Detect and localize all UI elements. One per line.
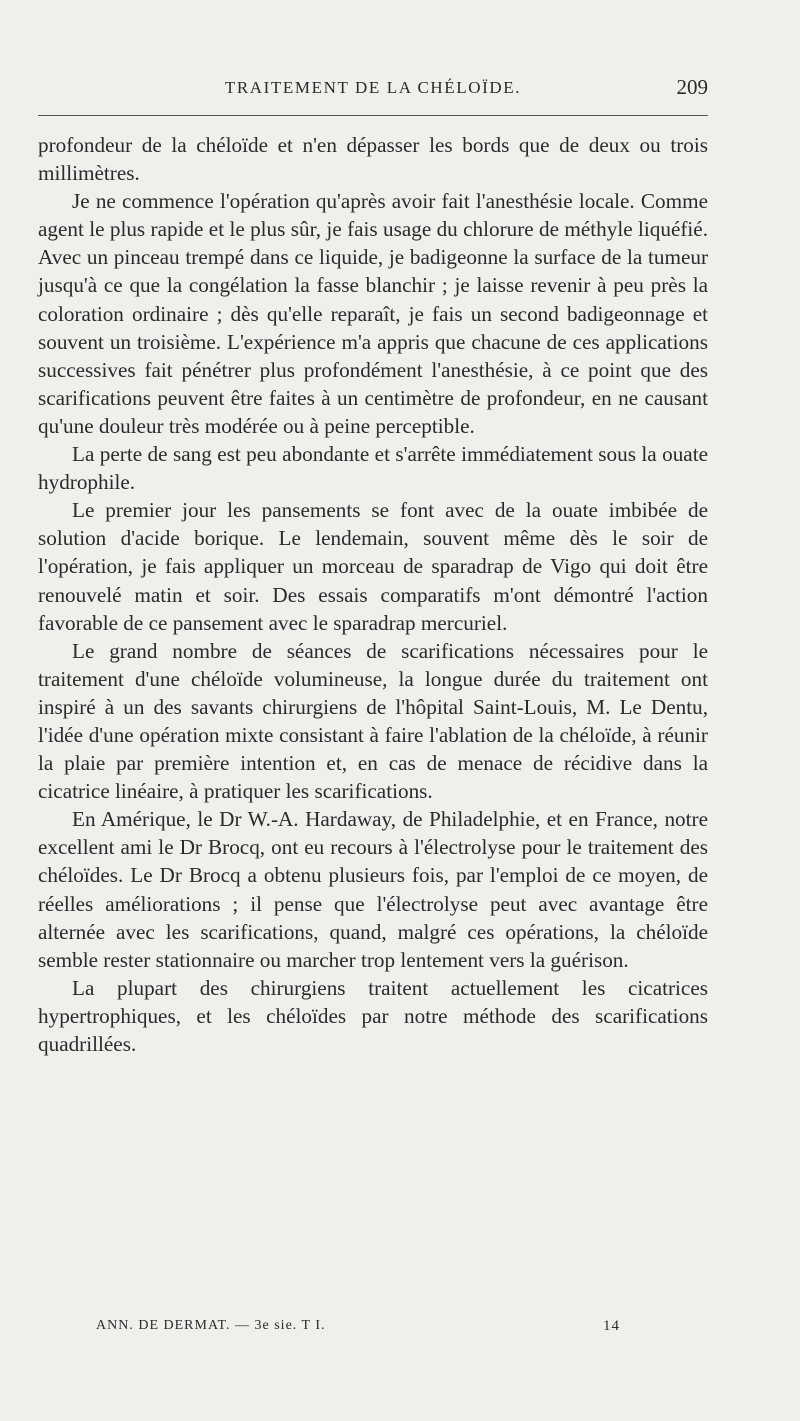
running-title: TRAITEMENT DE LA CHÉLOÏDE. — [224, 78, 522, 97]
paragraph-conclusion: La plupart des chirurgiens traitent actuellement les cicatrices hypertrophiques, et les chéloïdes par notre méthode des scarifications quadrillées. — [38, 975, 708, 1056]
page-footer — [38, 1318, 708, 1342]
paragraph-dressings: Le premier jour les pansements se font avec de la ouate imbibée de solution d'acide borique. Le lendemain, souvent même dès le soir de l'opération, je fais appliquer un morceau de sparadrap de Vigo qui doit être renouvelé matin et soir. Des essais comparatifs m'ont démontré l'action favorable de ce pansement avec le sparadrap mercuriel. — [38, 498, 708, 635]
paragraph-blood-loss: La perte de sang est peu abondante et s'arrête immédiatement sous la ouate hydrophile. — [38, 442, 708, 495]
paragraph-continuation: profondeur de la chéloïde et n'en dépasser les bords que de deux ou trois millimètres. — [38, 133, 708, 186]
paragraph-anesthesia: Je ne commence l'opération qu'après avoir fait l'anesthésie locale. Comme agent le plus rapide et le plus sûr, je fais usage du chlorure de méthyle liquéfié. Avec un pinceau trempé dans ce liquide, je badigeonne la surface de la tumeur jusqu'à ce que la congélation la fasse blanchir ; je laisse revenir à peu près la coloration ordinaire ; dès qu'elle reparaît, je fais un second badigeonnage et souvent un troisième. L'expérience m'a appris que chacune de ces applications successives fait pénétrer plus profondément l'anesthésie, à ce point que des scarifications peuvent être faites à un centimètre de profondeur, en ne causant qu'une douleur très modérée ou à peine perceptible. — [38, 189, 708, 438]
page-number: 209 — [676, 75, 708, 99]
page-header — [38, 75, 708, 108]
body-text — [38, 131, 708, 1058]
signature-mark: 14 — [603, 1318, 620, 1334]
header-rule — [38, 115, 708, 116]
journal-reference: ANN. DE DERMAT. — 3e sie. T I. — [96, 1318, 326, 1333]
paragraph-electrolysis: En Amérique, le Dr W.-A. Hardaway, de Philadelphie, et en France, notre excellent ami le Dr Brocq, ont eu recours à l'électrolyse pour le traitement des chéloïdes. Le Dr Brocq a obtenu plusieurs fois, par l'emploi de ce moyen, de réelles améliorations ; il pense que l'électrolyse peut avec avantage être alternée avec les scarifications, quand, malgré ces opérations, la chéloïde semble rester stationnaire ou marcher trop lentement vers la guérison. — [38, 807, 708, 972]
paragraph-mixed-operation: Le grand nombre de séances de scarifications nécessaires pour le traitement d'une chéloïde volumineuse, la longue durée du traitement ont inspiré à un des savants chirurgiens de l'hôpital Saint-Louis, M. Le Dentu, l'idée d'une opération mixte consistant à faire l'ablation de la chéloïde, à réunir la plaie par première intention et, en cas de menace de récidive dans la cicatrice linéaire, à pratiquer les scarifications. — [38, 638, 708, 804]
